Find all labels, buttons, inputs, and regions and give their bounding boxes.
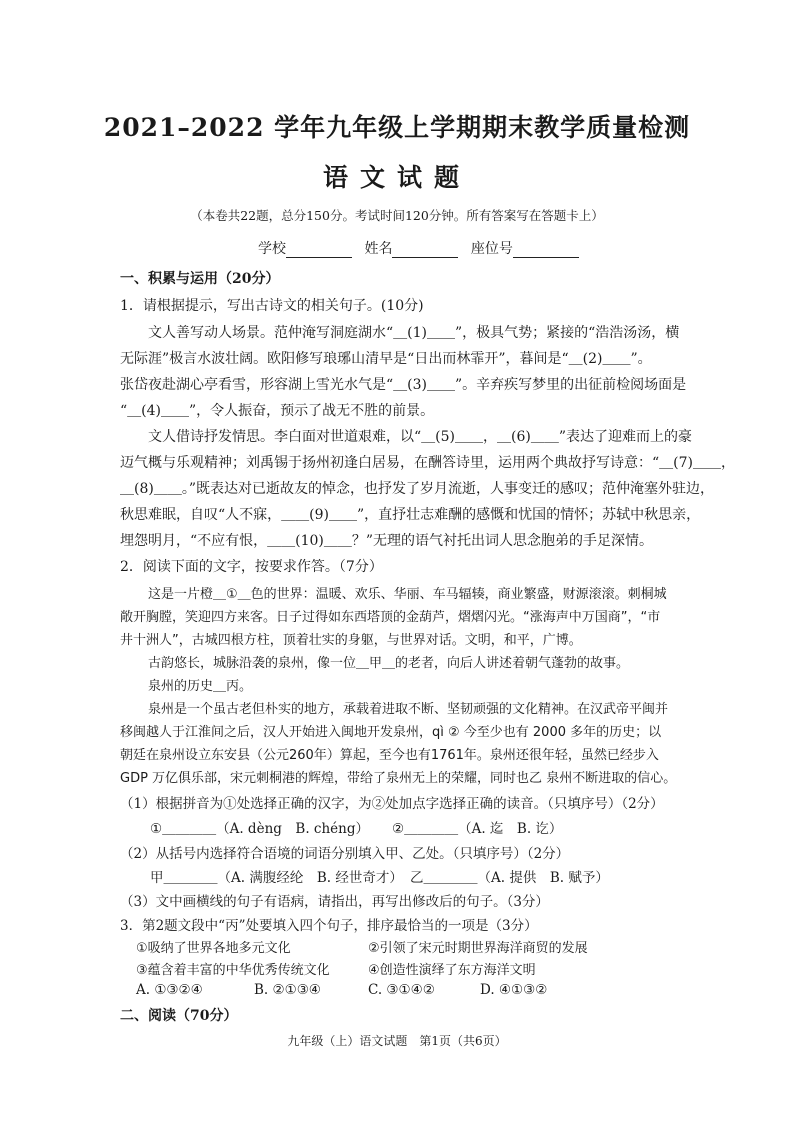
seat-label: 座位号	[470, 241, 513, 257]
q3-item: ④创造性演绎了东方海洋文明	[368, 963, 536, 978]
q1-line: “＿(4)＿＿”，令人振奋，预示了战无不胜的前景。	[120, 403, 435, 419]
q1-line: 张岱夜赴湖心亭看雪，形容湖上雪光水气是“＿(3)＿＿”。辛弃疾写梦里的出征前检阅场面是	[120, 377, 687, 393]
school-blank[interactable]	[286, 243, 352, 258]
q3-option-d: D. ④①③②	[480, 982, 548, 998]
q1-line: 迈气概与乐观精神；刘禹锡于扬州初逢白居易，在酬答诗里，运用两个典故抒写诗意：“＿(7)＿＿，	[120, 455, 735, 471]
student-info-fields	[258, 238, 587, 258]
name-blank[interactable]	[392, 243, 458, 258]
q2-stem: 2．阅读下面的文字，按要求作答。（7分）	[120, 559, 383, 575]
q1-line: 埋怨明月，“不应有恨，＿＿(10)＿＿？”无理的语气衬托出词人思念胞弟的手足深情。	[120, 533, 654, 549]
name-label: 姓名	[364, 241, 393, 257]
q2-passage-line: GDP 万亿俱乐部，宋元刺桐港的辉煌，带给了泉州无上的荣耀，同时也乙 泉州不断进取的信心。	[120, 771, 677, 786]
q3-option-b: B. ②①③④	[254, 982, 321, 998]
q1-line: ＿(8)＿＿。”既表达对已逝故友的悼念，也抒发了岁月流逝，人事变迁的感叹；范仲淹塞外驻边，	[120, 481, 714, 497]
section2-heading: 二、阅读（70分）	[120, 1008, 238, 1024]
q3-stem: 3．第2题文段中“丙”处要填入四个句子，排序最恰当的一项是（3分）	[120, 918, 538, 934]
exam-note: （本卷共22题，总分150分。考试时间120分钟。所有答案写在答题卡上）	[190, 208, 604, 223]
q2-sub2-option-b: 乙＿＿＿＿（A. 提供 B. 赋予）	[410, 870, 609, 886]
exam-title: 2021–2022 学年九年级上学期期末教学质量检测	[103, 113, 691, 142]
seat-blank[interactable]	[513, 243, 579, 258]
q2-sub2-option-a: 甲＿＿＿＿（A. 满腹经纶 B. 经世奇才）	[150, 870, 403, 886]
q2-sub1-option-a: ①＿＿＿＿（A. dèng B. chéng）	[150, 821, 369, 837]
q2-passage-line: 敞开胸膛，笑迎四方来客。日子过得如东西塔顶的金葫芦，熠熠闪光。“涨海声中万国商”，“市	[120, 610, 661, 625]
q1-stem: 1．请根据提示，写出古诗文的相关句子。(10分)	[120, 298, 424, 314]
q2-sub2: （2）从括号内选择符合语境的词语分别填入甲、乙处。（只填序号）（2分）	[120, 846, 570, 862]
q2-passage-line: 这是一片橙＿①＿色的世界：温暖、欢乐、华丽、车马辐辏，商业繁盛，财源滚滚。刺桐城	[148, 587, 667, 602]
q3-item: ②引领了宋元时期世界海洋商贸的发展	[368, 941, 588, 956]
school-label: 学校	[258, 241, 286, 257]
q2-sub3: （3）文中画横线的句子有语病，请指出，再写出修改后的句子。（3分）	[120, 894, 549, 910]
q2-passage-line: 泉州是一个虽古老但朴实的地方，承载着进取不断、坚韧顽强的文化精神。在汉武帝平闽并	[148, 702, 669, 717]
q2-sub1: （1）根据拼音为①处选择正确的汉字，为②处加点字选择正确的读音。（只填序号）（2分）	[120, 796, 664, 812]
q1-line: 无际涯”极言水波壮阔。欧阳修写琅琊山清早是“日出而林霏开”，暮间是“＿(2)＿＿”。	[120, 351, 652, 367]
q3-item: ①吸纳了世界各地多元文化	[136, 941, 291, 956]
q1-line: 文人善写动人场景。范仲淹写洞庭湖水“＿(1)＿＿”，极具气势；紧接的“浩浩汤汤，横	[148, 325, 680, 341]
q2-passage-line: 古韵悠长，城脉沿袭的泉州，像一位＿甲＿的老者，向后人讲述着朝气蓬勃的故事。	[148, 656, 630, 671]
q1-line: 秋思难眠，自叹“人不寐，＿＿(9)＿＿”，直抒壮志难酬的感慨和忧国的情怀；苏轼中秋思亲，	[120, 507, 701, 523]
q2-sub1-option-b: ②＿＿＿＿（A. 迄 B. 讫）	[392, 821, 563, 837]
q3-option-a: A. ①③②④	[136, 982, 203, 998]
page-footer: 九年级（上）语文试题 第1页（共6页）	[287, 1034, 507, 1048]
exam-subtitle: 语文试题	[322, 163, 471, 192]
section1-heading: 一、积累与运用（20分）	[120, 271, 280, 287]
q3-item: ③蕴含着丰富的中华优秀传统文化	[136, 963, 330, 978]
q2-passage-line: 泉州的历史＿丙。	[148, 679, 253, 694]
q2-passage-line: 井十洲人”，古城四根方柱，顶着壮实的身躯，与世界对话。文明，和平，广博。	[120, 633, 582, 648]
q2-passage-line: 移闽越人于江淮间之后，汉人开始进入闽地开发泉州，qì ② 今至少也有 2000 多年的历史；以	[120, 725, 662, 740]
q1-line: 文人借诗抒发情思。李白面对世道艰难，以“＿(5)＿＿，＿(6)＿＿”表达了迎难而上的豪	[148, 429, 692, 445]
q2-passage-line: 朝廷在泉州设立东安县（公元260年）算起，至今也有1761年。泉州还很年轻，虽然已经步入	[120, 748, 659, 763]
q3-option-c: C. ③①④②	[368, 982, 435, 998]
